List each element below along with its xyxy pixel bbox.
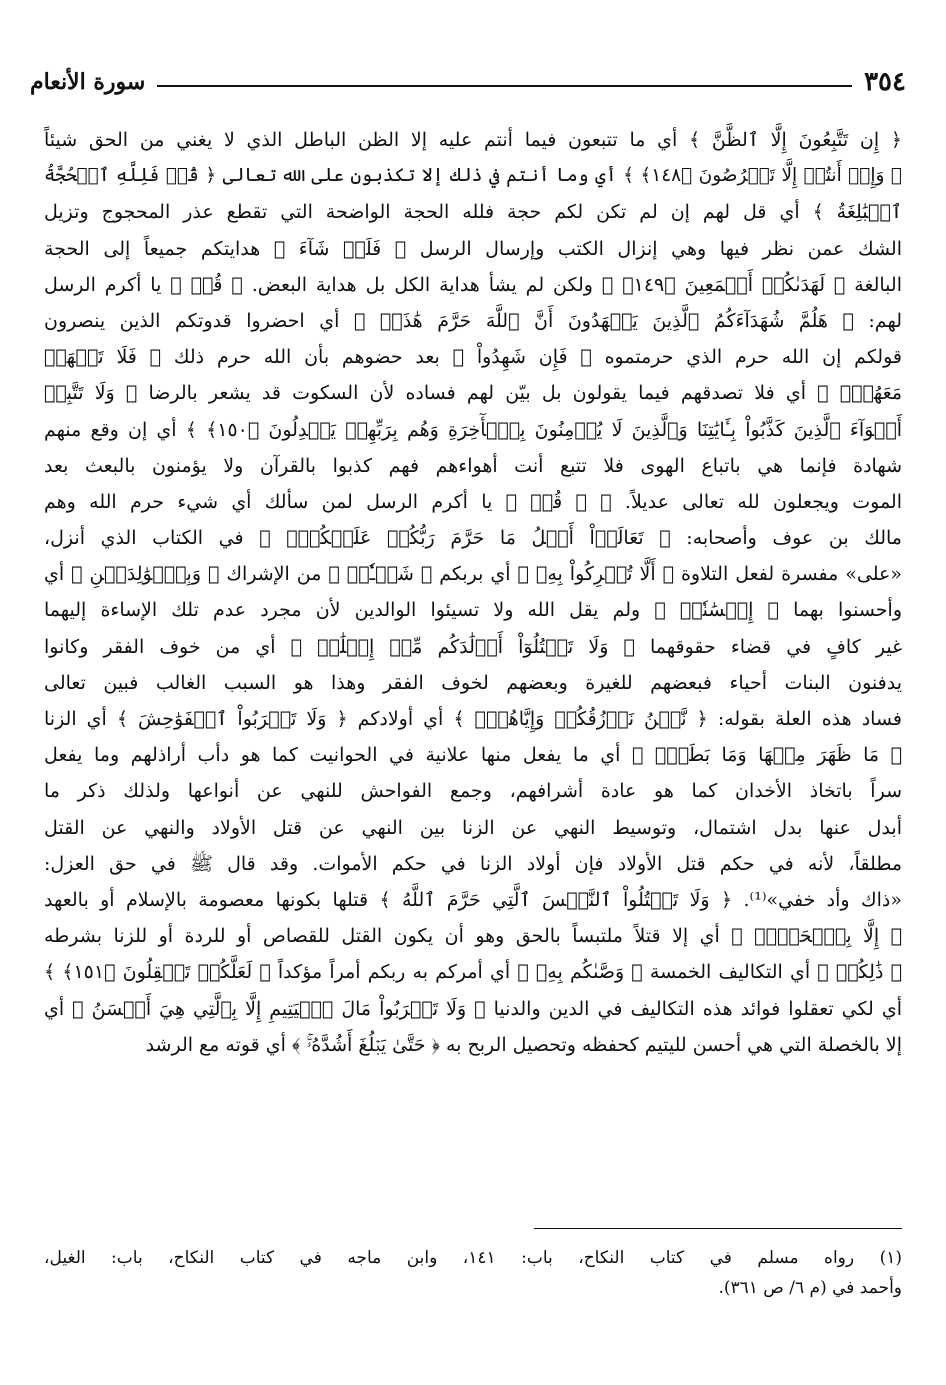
text-line: ﴿ وَإِنۡ أَنتُمۡ إِلَّا تَخۡرُصُونَ ﴿١٤٨﴾ ﴾ أي وما أنتم في ذلك إلا تكذبون على الله تعالى ﴿ قُلۡ فَلِلَّهِ ٱلۡحُجَّةُ	[44, 165, 902, 187]
text-line: «على» مفسرة لفعل التلاوة ﴿ أَلَّا تُشۡرِكُواْ بِهِۦ ﴾ أي بربكم ﴿ شَيۡـٔٗاۖ ﴾ من الإشراك ﴿ وَبِٱلۡوَٰلِدَيۡنِ ﴾ أي	[44, 563, 902, 586]
text-line: ﴿ إِن تَتَّبِعُونَ إِلَّا ٱلظَّنَّ ﴾ أي ما تتبعون فيما أنتم عليه إلا الظن الباطل الذي لا يغني من الحق شيئاً	[44, 129, 902, 151]
footnotes	[44, 1243, 902, 1303]
text-line: إلا بالخصلة التي هي أحسن لليتيم كحفظه وتحصيل الربح به ﴿ حَتَّىٰ يَبۡلُغَ أَشُدَّهُۥۚ ﴾ أي قوته مع الرشد	[145, 1033, 902, 1056]
text-line: أبدل عنها بدل اشتمال، وتوسيط النهي عن الزنا بين النهي عن قتل الأولاد والنهي عن القتل	[44, 816, 902, 839]
header-rule	[157, 85, 852, 87]
text-line: مالك بن عوف وأصحابه: ﴿ تَعَالَوۡاْ أَتۡلُ مَا حَرَّمَ رَبُّكُمۡ عَلَيۡكُمۡۖ ﴾ في الكتاب الذي أنزل،	[44, 527, 902, 550]
page-number: ٣٥٤	[864, 67, 906, 97]
text-line: مطلقاً، لأنه في حكم قتل الأولاد فإن أولاد الزنا في حكم الأموات. وقد قال ﷺ في حق العزل:	[44, 852, 902, 875]
footnote-rule	[534, 1228, 902, 1229]
text-line: وأحسنوا بهما ﴿ إِحۡسَٰنٗاۖ ﴾ ولم يقل الله ولا تسيئوا الوالدين لأن مجرد عدم تلك الإساءة إليهما	[44, 599, 902, 622]
text-line: سراً باتخاذ الأخدان كما هو عادة أشرافهم، وجمع الفواحش للنهي عن أنواعها ولذلك ذكر ما	[44, 780, 902, 803]
text-line: فساد هذه العلة بقوله: ﴿ نَّحۡنُ نَرۡزُقُكُمۡ وَإِيَّاهُمۡۖ ﴾ أي أولادكم ﴿ وَلَا تَقۡرَبُواْ ٱلۡفَوَٰحِشَ ﴾ أي الزنا	[44, 708, 902, 730]
page-header	[30, 62, 906, 102]
text-line: ٱلۡبَٰلِغَةُ ﴾ أي قل لهم إن لم تكن لكم حجة فلله الحجة الواضحة التي تقطع عذر المحجوج وتزيل	[44, 201, 902, 224]
text-line: قولكم إن الله حرم الذي حرمتموه ﴿ فَإِن شَهِدُواْ ﴾ بعد حضوهم بأن الله حرم ذلك ﴿ فَلَا تَشۡهَدۡ	[44, 346, 902, 369]
text-line: أي لكي تعقلوا فوائد هذه التكاليف في الدين والدنيا ﴿ وَلَا تَقۡرَبُواْ مَالَ ٱلۡيَتِيمِ إِلَّا بِٱلَّتِي هِيَ أَحۡسَنُ ﴾ أي	[44, 997, 902, 1020]
text-line: ﴿ إِلَّا بِٱلۡحَقِّۚ ﴾ أي إلا قتلاً ملتبساً بالحق وهو أن يكون القتل للقصاص أو للردة أو للزنا بشرطه	[44, 925, 902, 948]
text-line: الموت ويجعلون لله تعالى عديلاً. ﴿ ۞ قُلۡ ﴾ يا أكرم الرسل لمن سألك أي شيء حرم الله وهم	[44, 490, 902, 513]
footnote-line: وأحمد في (م ٦/ ص ٣٦١).	[718, 1278, 902, 1298]
text-line: البالغة ﴿ لَهَدَىٰكُمۡ أَجۡمَعِينَ ﴿١٤٩﴾ ﴾ ولكن لم يشأ هداية الكل بل هداية البعض. ﴿ قُلۡ ﴾ يا أكرم الرسل	[44, 273, 902, 296]
text-line: مَعَهُمۡۚ ﴾ أي فلا تصدقهم فيما يقولون بل بيّن لهم فساده لأن السكوت قد يشعر بالرضا ﴿ وَلَا تَتَّبِعۡ	[44, 382, 902, 405]
text-line: شهادة فإنما هي باتباع الهوى فلا تتبع أنت أهواءهم فهم كذبوا بالقرآن ولا يؤمنون بالبعث بعد	[44, 454, 902, 477]
body-text	[44, 122, 902, 1222]
surah-title: سورة الأنعام	[30, 69, 146, 95]
text-line: غير كافٍ في قضاء حقوقهما ﴿ وَلَا تَقۡتُلُوٓاْ أَوۡلَٰدَكُم مِّنۡ إِمۡلَٰقٖ ﴾ أي من خوف الفقر وكانوا	[44, 635, 902, 658]
text-line: ﴿ ذَٰلِكُمۡ ﴾ أي التكاليف الخمسة ﴿ وَصَّىٰكُم بِهِۦ ﴾ أي أمركم به ربكم أمراً مؤكداً ﴿ لَعَلَّكُمۡ تَعۡقِلُونَ ﴿١٥١﴾ ﴾	[44, 961, 902, 984]
text-line: أَهۡوَآءَ ٱلَّذِينَ كَذَّبُواْ بِـَٔايَٰتِنَا وَٱلَّذِينَ لَا يُؤۡمِنُونَ بِٱلۡأٓخِرَةِ وَهُم بِرَبِّهِمۡ يَعۡدِلُونَ ﴿١٥٠﴾ ﴾ أي إن وقع منهم	[44, 418, 902, 441]
text-line: الشك عمن نظر فيها وهي إنزال الكتب وإرسال الرسل ﴿ فَلَوۡ شَآءَ ﴾ هدايتكم جميعاً إلى الحجة	[44, 237, 902, 260]
text-line: لهم: ﴿ هَلُمَّ شُهَدَآءَكُمُ ٱلَّذِينَ يَشۡهَدُونَ أَنَّ ٱللَّهَ حَرَّمَ هَٰذَاۖ ﴾ أي احضروا قدوتكم الذين ينصرون	[44, 309, 902, 332]
footnote-line: (١) رواه مسلم في كتاب النكاح، باب: ١٤١، وابن ماجه في كتاب النكاح، باب: الغيل،	[44, 1248, 902, 1268]
text-line: ﴿ مَا ظَهَرَ مِنۡهَا وَمَا بَطَنَۖ ﴾ أي ما يفعل منها علانية في الحوانيت كما هو دأب أراذلهم وما يفعل	[44, 744, 902, 767]
text-line: «ذاك وأد خفي»⁽¹⁾. ﴿ وَلَا تَقۡتُلُواْ ٱلنَّفۡسَ ٱلَّتِي حَرَّمَ ٱللَّهُ ﴾ قتلها بكونها معصومة بالإسلام أو بالعهد	[44, 888, 902, 911]
text-line: يدفنون البنات أحياء فبعضهم للغيرة وبعضهم لخوف الفقر وهذا هو السبب الغالب فبين تعالى	[44, 671, 902, 694]
